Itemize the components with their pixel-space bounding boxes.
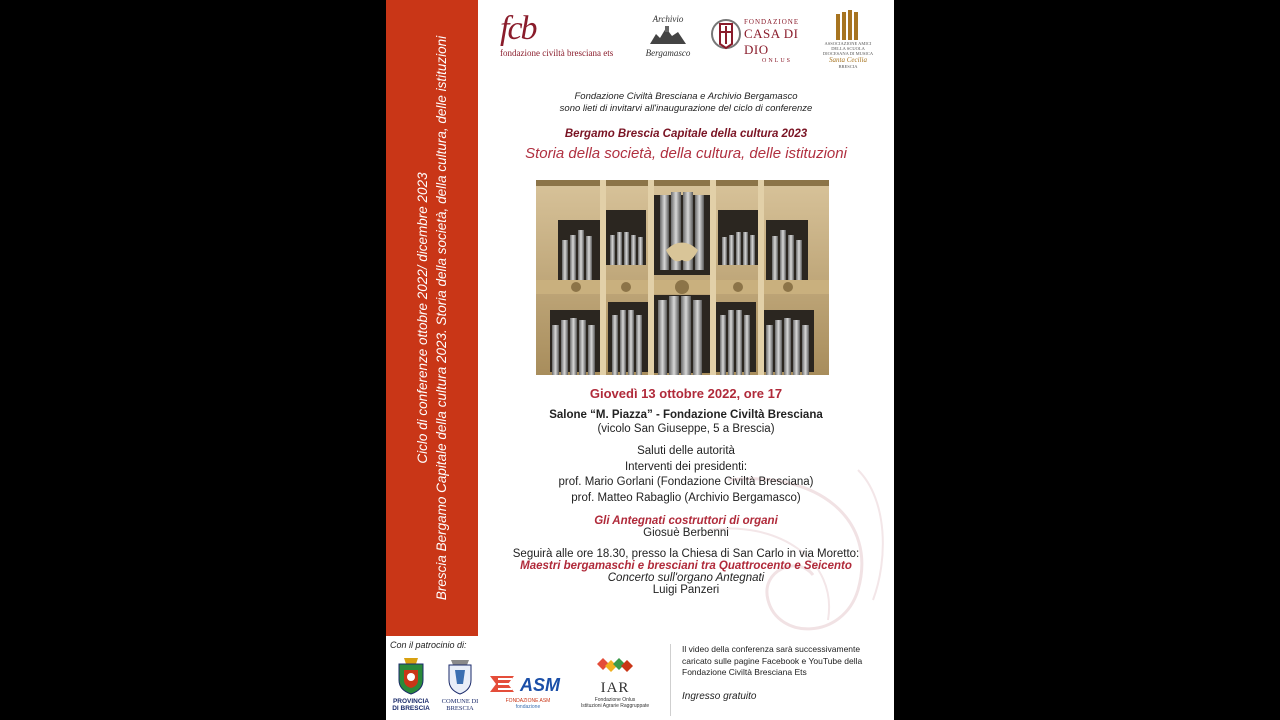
concert-description: Concerto sull'organo Antegnati (607, 572, 765, 584)
iar-colored-diamonds-icon (597, 658, 633, 674)
comune-line-1: COMUNE DI (441, 698, 479, 705)
casa-logo-line-2: CASA DI DIO (744, 26, 799, 57)
iar-logo (574, 658, 656, 718)
event-program (478, 444, 894, 506)
archivio-logo-bottom: Bergamasco (645, 48, 691, 58)
asm-sub-line-2: fondazione (515, 704, 541, 710)
concert-performer: Luigi Panzeri (652, 584, 720, 596)
casa-di-dio-emblem-icon (710, 14, 742, 54)
fondazione-asm-logo (488, 670, 568, 710)
organ-pipes-icon (834, 10, 862, 40)
provincia-brescia-logo (390, 656, 432, 718)
organ-photo (536, 180, 829, 375)
asm-logo-text: ASM (520, 675, 560, 695)
free-entry-label: Ingresso gratuito (682, 691, 757, 702)
event-address: (vicolo San Giuseppe, 5 a Brescia) (597, 423, 775, 435)
patronage-label: Con il patrocinio di: (390, 640, 467, 650)
fcb-logo (500, 10, 614, 74)
casa-logo-line-1: FONDAZIONE (744, 18, 800, 26)
archivio-bergamasco-logo (644, 14, 692, 64)
capitale-heading: Bergamo Brescia Capitale della cultura 2023 (564, 128, 808, 140)
archivio-logo-top: Archivio (652, 14, 684, 24)
talk-title: Gli Antegnati costruttori di organi (594, 515, 778, 527)
concert-title: Maestri bergamaschi e bresciani tra Quattrocento e Seicento (520, 560, 852, 572)
side-band-text (413, 18, 451, 618)
casa-di-dio-text (744, 18, 810, 64)
provincia-line-1: PROVINCIA (392, 698, 430, 705)
speaker-2: prof. Matteo Rabaglio (Archivio Bergamasco) (571, 491, 801, 504)
invitation-line-2: sono lieti di invitarvi all'inaugurazione del ciclo di conferenze (559, 103, 813, 114)
archivio-emblem-icon (648, 24, 688, 46)
side-band (386, 0, 478, 636)
video-notice: Il video della conferenza sarà successivamente caricato sulle pagine Facebook e YouTube della Fondazione Civiltà Bresciana Ets (682, 644, 863, 677)
asm-logo-mark (488, 670, 568, 698)
saluti-line: Saluti delle autorità (637, 445, 735, 457)
followup-line: Seguirà alle ore 18.30, presso la Chiesa di San Carlo in via Moretto: (512, 548, 860, 560)
cycle-title: Storia della società, della cultura, delle istituzioni (525, 145, 847, 162)
invitation-intro (478, 91, 894, 115)
santa-cecilia-logo (818, 10, 878, 72)
event-date: Giovedì 13 ottobre 2022, ore 17 (589, 386, 783, 401)
main-content (478, 0, 894, 636)
fcb-logo-subtitle: fondazione civiltà bresciana ets (500, 48, 614, 58)
event-venue: Salone “M. Piazza” - Fondazione Civiltà Bresciana (549, 409, 823, 421)
casa-di-dio-logo (710, 14, 810, 64)
iar-logo-text: IAR (600, 680, 630, 696)
invitation-page (386, 0, 894, 720)
iar-sub-line-1: Fondazione Onlus (594, 697, 636, 703)
invitation-line-1: Fondazione Civiltà Bresciana e Archivio Bergamasco (574, 91, 798, 102)
interventi-line: Interventi dei presidenti: (624, 460, 748, 473)
talk-speaker: Giosuè Berbenni (643, 527, 729, 539)
event-details (478, 386, 894, 596)
speaker-1: prof. Mario Gorlani (Fondazione Civiltà Bresciana) (558, 476, 814, 488)
comune-crest-icon (445, 656, 475, 696)
cecilia-city: BRESCIA (838, 64, 858, 69)
fcb-logo-mark: fcb (500, 10, 536, 47)
provincia-line-2: DI BRESCIA (392, 705, 430, 712)
casa-logo-line-3: ONLUS (761, 58, 792, 64)
iar-sub-line-2: Istituzioni Agrarie Raggruppate (580, 703, 650, 709)
cecilia-assoc-text: ASSOCIAZIONE AMICI DELLA SCUOLA DIOCESANA DI MUSICA (822, 41, 874, 56)
side-band-line-2: Brescia Bergamo Capitale della cultura 2023. Storia della società, della cultura, delle istituzioni (434, 35, 449, 601)
provincia-shield-icon (396, 656, 426, 696)
comune-line-2: BRESCIA (446, 705, 474, 712)
footer-sponsors (386, 636, 894, 720)
asm-sub-line-1: FONDAZIONE ASM (505, 698, 551, 704)
comune-brescia-logo (440, 656, 480, 718)
side-band-line-1: Ciclo di conferenze ottobre 2022/ dicembre 2023 (415, 172, 430, 464)
cecilia-name: Santa Cecilia (829, 56, 867, 64)
footer-divider (670, 644, 671, 716)
